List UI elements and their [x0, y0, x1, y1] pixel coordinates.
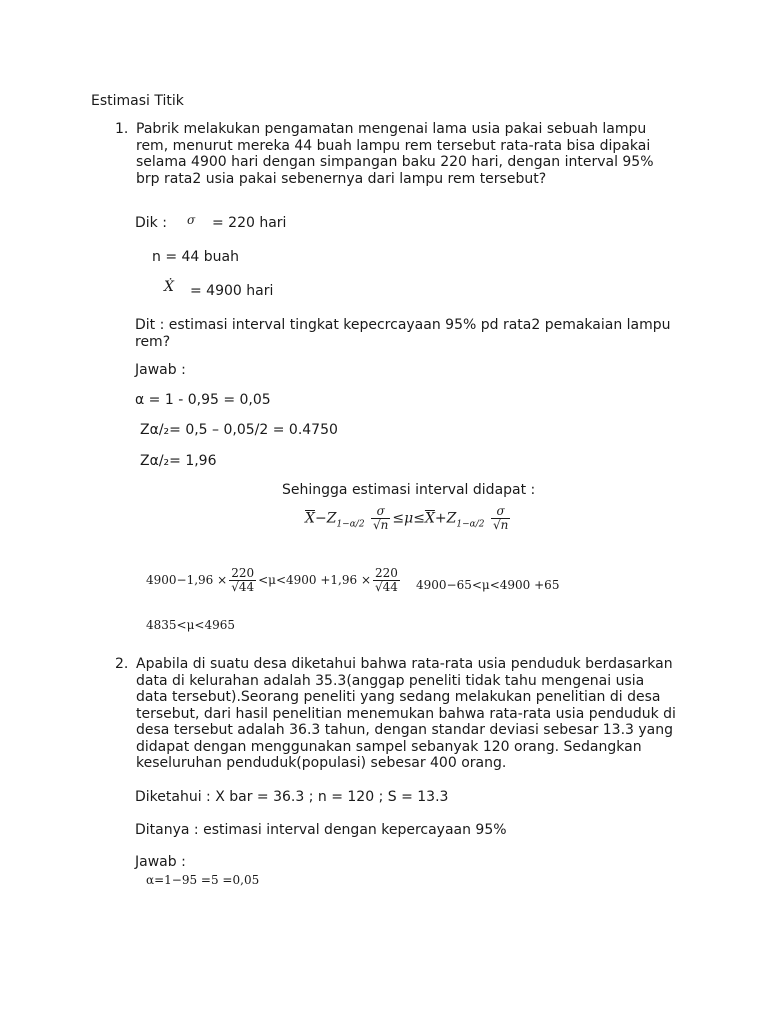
- question-2-text: Apabila di suatu desa diketahui bahwa rata-rata usia penduduk berdasarkan data di kelurahan adalah 35.3(anggap peneliti tidak tahu mengenai usia data tersebut).Seorang peneliti yang sedang melakukan penelitian di desa tersebut, dari hasil penelitian menemukan bahwa rata-rata usia penduduk di desa tersebut adalah 36.3 tahun, dengan standar deviasi sebesar 13.3 yang didapat dengan menggunakan sampel sebanyak 120 orang. Sedangkan keseluruhan penduduk(populasi) sebesar 400 orang.: [136, 656, 676, 771]
- calculation-line: 4900−1,96 × $\frac{220}{√44}$ <μ<4900 +1,96 × $\frac{220}{√44}$: [146, 566, 398, 594]
- n-line: n = 44 buah: [152, 249, 239, 265]
- question-1-number: 1.: [115, 121, 129, 137]
- result-line: 4835<μ<4965: [146, 618, 235, 632]
- question-2-number: 2.: [115, 656, 129, 672]
- sigma-over-sqrt-n-2: $\frac{\sigma}{√n}$: [492, 504, 509, 532]
- jawab-label-2: Jawab :: [135, 854, 186, 870]
- calculation-simplified: 4900−65<μ<4900 +65: [416, 578, 560, 592]
- sehingga-text: Sehingga estimasi interval didapat :: [282, 482, 536, 498]
- alpha-line-1: α = 1 - 0,95 = 0,05: [135, 392, 271, 408]
- page-title: Estimasi Titik: [91, 93, 184, 109]
- sigma-value: = 220 hari: [212, 215, 287, 231]
- dit-text: Dit : estimasi interval tingkat kepecrcayaan 95% pd rata2 pemakaian lampu rem?: [135, 317, 671, 350]
- frac-220-sqrt44: $\frac{220}{√44}$: [231, 566, 255, 594]
- z-alpha-line-2: Zα/₂= 1,96: [140, 453, 217, 469]
- diketahui-line: Diketahui : X bar = 36.3 ; n = 120 ; S = 13.3: [135, 789, 449, 805]
- z-alpha-line-1: Zα/₂= 0,5 – 0,05/2 = 0.4750: [140, 422, 338, 438]
- sigma-symbol: σ: [187, 213, 196, 227]
- dik-label: Dik :: [135, 215, 167, 231]
- question-1-text: Pabrik melakukan pengamatan mengenai lama usia pakai sebuah lampu rem, menurut mereka 44 buah lampu rem tersebut rata-rata bisa dipakai selama 4900 hari dengan simpangan baku 220 hari, dengan interval 95% brp rata2 usia pakai sebenernya dari lampu rem tersebut?: [136, 121, 654, 187]
- interval-formula: $\overline{X}-Z_{1-\alpha/2}$ $\frac{\sigma}{√n}$ $\le\mu\le\overline{X}+Z_{1-\alpha/2}$ $\frac{\sigma}{√n}$: [305, 504, 509, 532]
- jawab-label-1: Jawab :: [135, 362, 186, 378]
- sigma-over-sqrt-n: $\frac{\sigma}{√n}$: [373, 504, 389, 532]
- alpha-line-2: α=1−95 =5 =0,05: [146, 873, 260, 887]
- frac-220-sqrt44-2: $\frac{220}{√44}$: [375, 566, 398, 594]
- ditanya-line: Ditanya : estimasi interval dengan kepercayaan 95%: [135, 822, 507, 838]
- xbar-value: = 4900 hari: [190, 283, 274, 299]
- xbar-symbol: Ẋ: [164, 279, 174, 295]
